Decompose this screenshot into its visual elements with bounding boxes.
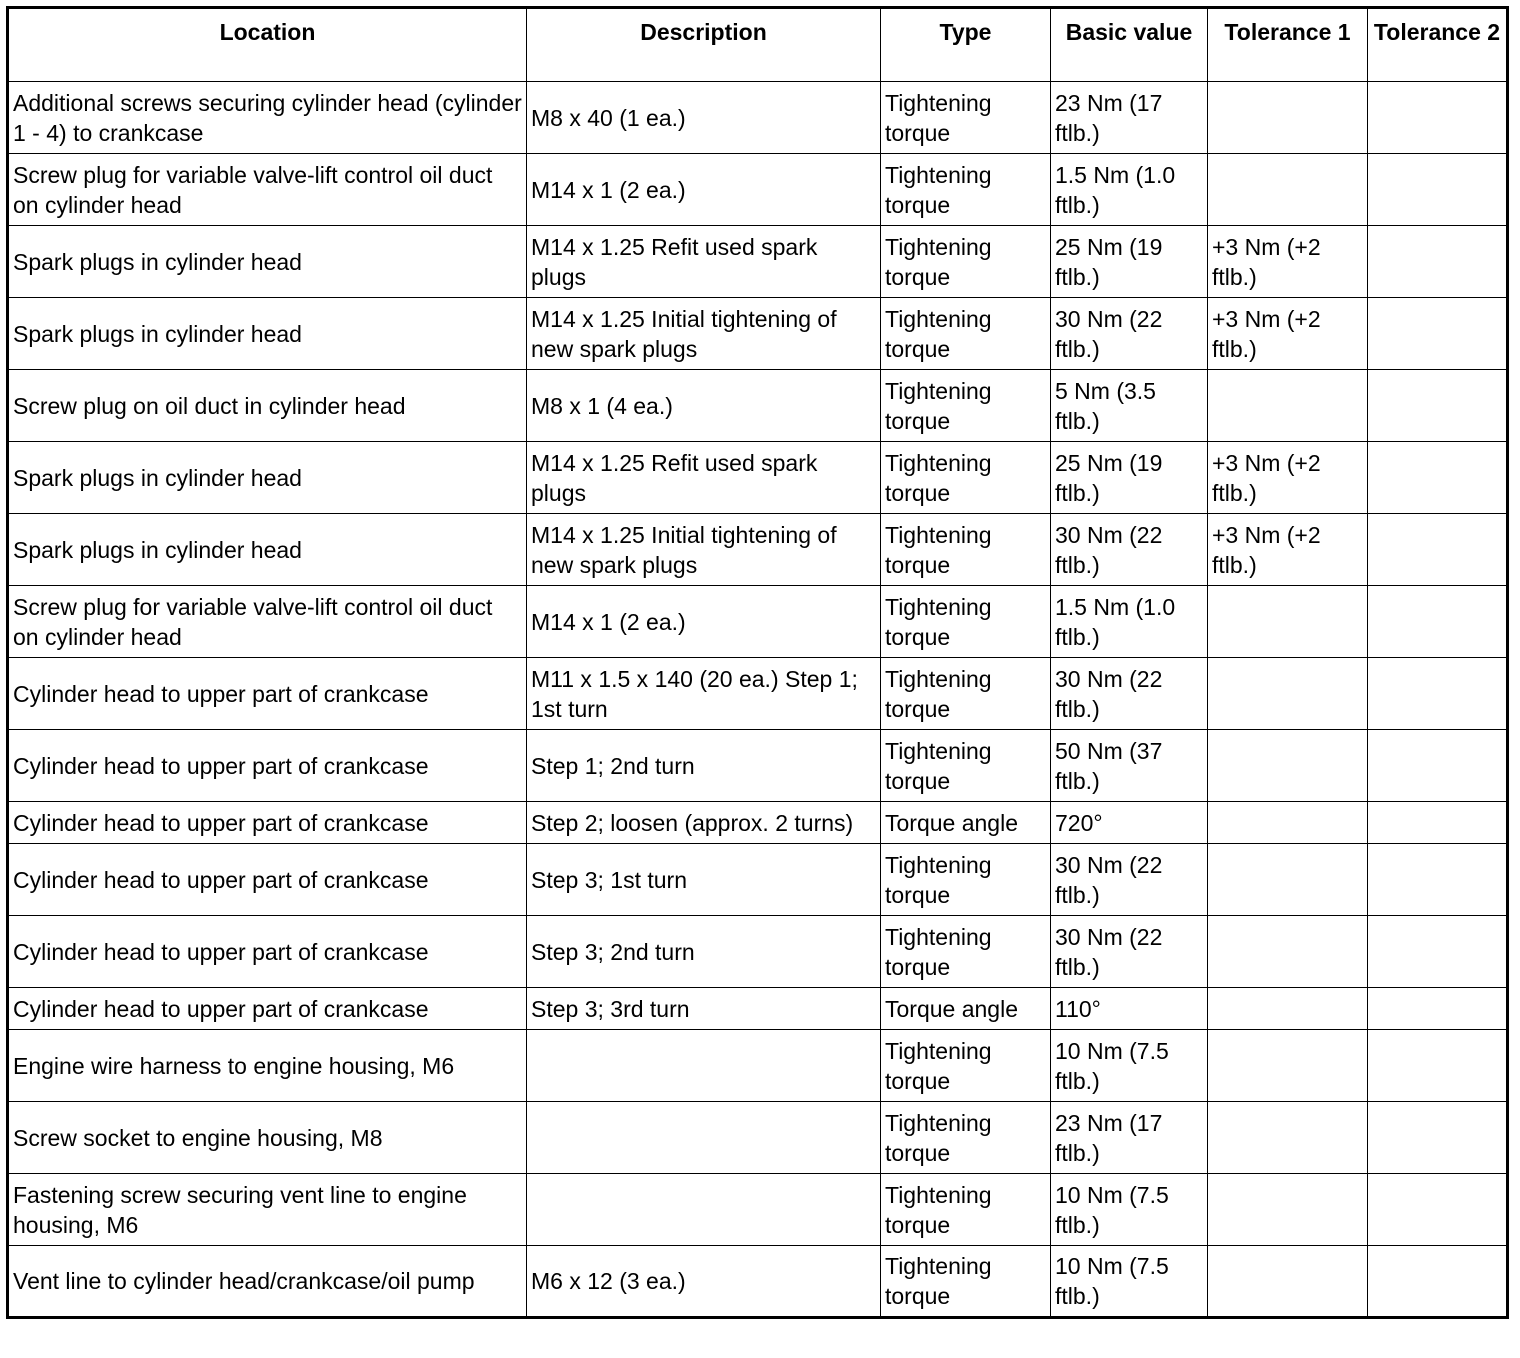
table-row [8, 298, 1508, 370]
cell-tolerance-2 [1368, 442, 1508, 514]
cell-tolerance-1 [1208, 844, 1368, 916]
cell-basic-value: 23 Nm (17 ftlb.) [1051, 1102, 1208, 1174]
cell-tolerance-1 [1208, 730, 1368, 802]
cell-basic-value: 30 Nm (22 ftlb.) [1051, 514, 1208, 586]
cell-tolerance-2 [1368, 370, 1508, 442]
table-row [8, 802, 1508, 844]
table-row [8, 226, 1508, 298]
cell-basic-value: 5 Nm (3.5 ftlb.) [1051, 370, 1208, 442]
cell-location: Screw plug for variable valve-lift control oil duct on cylinder head [8, 154, 527, 226]
table-row [8, 82, 1508, 154]
cell-location: Cylinder head to upper part of crankcase [8, 844, 527, 916]
table-row [8, 658, 1508, 730]
table-row [8, 1246, 1508, 1318]
cell-type: Tightening torque [881, 1174, 1051, 1246]
cell-type: Tightening torque [881, 916, 1051, 988]
cell-location: Screw plug on oil duct in cylinder head [8, 370, 527, 442]
cell-location: Spark plugs in cylinder head [8, 298, 527, 370]
cell-description: M11 x 1.5 x 140 (20 ea.) Step 1; 1st turn [527, 658, 881, 730]
cell-tolerance-2 [1368, 154, 1508, 226]
cell-description: Step 2; loosen (approx. 2 turns) [527, 802, 881, 844]
table-row [8, 154, 1508, 226]
cell-location: Spark plugs in cylinder head [8, 226, 527, 298]
header-basic-value: Basic value [1051, 8, 1208, 82]
cell-basic-value: 30 Nm (22 ftlb.) [1051, 844, 1208, 916]
cell-tolerance-2 [1368, 514, 1508, 586]
cell-basic-value: 30 Nm (22 ftlb.) [1051, 298, 1208, 370]
header-description: Description [527, 8, 881, 82]
cell-tolerance-1 [1208, 586, 1368, 658]
cell-description: M8 x 40 (1 ea.) [527, 82, 881, 154]
cell-tolerance-1 [1208, 916, 1368, 988]
cell-basic-value: 1.5 Nm (1.0 ftlb.) [1051, 586, 1208, 658]
table-row [8, 1102, 1508, 1174]
cell-type: Tightening torque [881, 442, 1051, 514]
cell-location: Spark plugs in cylinder head [8, 514, 527, 586]
cell-tolerance-2 [1368, 1174, 1508, 1246]
cell-tolerance-2 [1368, 658, 1508, 730]
table-row [8, 988, 1508, 1030]
cell-location: Fastening screw securing vent line to engine housing, M6 [8, 1174, 527, 1246]
table-row [8, 370, 1508, 442]
cell-location: Screw plug for variable valve-lift control oil duct on cylinder head [8, 586, 527, 658]
cell-basic-value: 10 Nm (7.5 ftlb.) [1051, 1030, 1208, 1102]
cell-location: Cylinder head to upper part of crankcase [8, 916, 527, 988]
cell-description: Step 3; 1st turn [527, 844, 881, 916]
cell-description [527, 1030, 881, 1102]
table-row [8, 514, 1508, 586]
cell-description: M14 x 1 (2 ea.) [527, 154, 881, 226]
cell-basic-value: 30 Nm (22 ftlb.) [1051, 916, 1208, 988]
cell-type: Tightening torque [881, 298, 1051, 370]
cell-location: Engine wire harness to engine housing, M6 [8, 1030, 527, 1102]
cell-type: Tightening torque [881, 1030, 1051, 1102]
cell-type: Tightening torque [881, 586, 1051, 658]
cell-basic-value: 50 Nm (37 ftlb.) [1051, 730, 1208, 802]
cell-description: Step 3; 2nd turn [527, 916, 881, 988]
cell-description: Step 1; 2nd turn [527, 730, 881, 802]
cell-tolerance-1 [1208, 154, 1368, 226]
cell-tolerance-1 [1208, 658, 1368, 730]
cell-type: Torque angle [881, 802, 1051, 844]
cell-tolerance-1 [1208, 988, 1368, 1030]
cell-type: Tightening torque [881, 658, 1051, 730]
cell-location: Cylinder head to upper part of crankcase [8, 988, 527, 1030]
cell-basic-value: 25 Nm (19 ftlb.) [1051, 226, 1208, 298]
cell-type: Tightening torque [881, 1246, 1051, 1318]
cell-tolerance-2 [1368, 226, 1508, 298]
cell-basic-value: 110° [1051, 988, 1208, 1030]
table-row [8, 916, 1508, 988]
cell-tolerance-1 [1208, 82, 1368, 154]
cell-type: Tightening torque [881, 844, 1051, 916]
header-location: Location [8, 8, 527, 82]
cell-tolerance-1 [1208, 802, 1368, 844]
header-type: Type [881, 8, 1051, 82]
cell-tolerance-2 [1368, 1030, 1508, 1102]
cell-tolerance-1: +3 Nm (+2 ftlb.) [1208, 442, 1368, 514]
table-row [8, 730, 1508, 802]
cell-description: M14 x 1.25 Refit used spark plugs [527, 226, 881, 298]
cell-tolerance-2 [1368, 988, 1508, 1030]
cell-tolerance-2 [1368, 802, 1508, 844]
cell-tolerance-1 [1208, 370, 1368, 442]
table-row [8, 1174, 1508, 1246]
cell-type: Tightening torque [881, 514, 1051, 586]
cell-tolerance-2 [1368, 82, 1508, 154]
cell-basic-value: 30 Nm (22 ftlb.) [1051, 658, 1208, 730]
cell-tolerance-1 [1208, 1246, 1368, 1318]
cell-tolerance-1: +3 Nm (+2 ftlb.) [1208, 298, 1368, 370]
cell-type: Tightening torque [881, 82, 1051, 154]
cell-tolerance-1 [1208, 1174, 1368, 1246]
cell-type: Tightening torque [881, 1102, 1051, 1174]
cell-location: Cylinder head to upper part of crankcase [8, 802, 527, 844]
table-row [8, 844, 1508, 916]
cell-type: Tightening torque [881, 226, 1051, 298]
cell-location: Screw socket to engine housing, M8 [8, 1102, 527, 1174]
cell-tolerance-2 [1368, 916, 1508, 988]
torque-specification-table [6, 6, 1509, 1319]
cell-description: M8 x 1 (4 ea.) [527, 370, 881, 442]
cell-basic-value: 10 Nm (7.5 ftlb.) [1051, 1174, 1208, 1246]
cell-location: Cylinder head to upper part of crankcase [8, 658, 527, 730]
cell-location: Vent line to cylinder head/crankcase/oil pump [8, 1246, 527, 1318]
cell-description: M14 x 1.25 Initial tightening of new spark plugs [527, 298, 881, 370]
cell-description [527, 1102, 881, 1174]
cell-tolerance-2 [1368, 1102, 1508, 1174]
cell-location: Additional screws securing cylinder head (cylinder 1 - 4) to crankcase [8, 82, 527, 154]
cell-location: Spark plugs in cylinder head [8, 442, 527, 514]
cell-tolerance-2 [1368, 730, 1508, 802]
cell-tolerance-1: +3 Nm (+2 ftlb.) [1208, 514, 1368, 586]
cell-description: M14 x 1 (2 ea.) [527, 586, 881, 658]
cell-type: Torque angle [881, 988, 1051, 1030]
cell-description: M14 x 1.25 Initial tightening of new spark plugs [527, 514, 881, 586]
cell-tolerance-1 [1208, 1030, 1368, 1102]
cell-basic-value: 1.5 Nm (1.0 ftlb.) [1051, 154, 1208, 226]
header-row [8, 8, 1508, 82]
cell-tolerance-2 [1368, 298, 1508, 370]
cell-type: Tightening torque [881, 370, 1051, 442]
cell-type: Tightening torque [881, 730, 1051, 802]
cell-description [527, 1174, 881, 1246]
cell-tolerance-2 [1368, 844, 1508, 916]
cell-tolerance-2 [1368, 586, 1508, 658]
cell-description: M6 x 12 (3 ea.) [527, 1246, 881, 1318]
cell-tolerance-2 [1368, 1246, 1508, 1318]
cell-location: Cylinder head to upper part of crankcase [8, 730, 527, 802]
header-tolerance-1: Tolerance 1 [1208, 8, 1368, 82]
table-row [8, 586, 1508, 658]
cell-basic-value: 10 Nm (7.5 ftlb.) [1051, 1246, 1208, 1318]
cell-basic-value: 720° [1051, 802, 1208, 844]
table-row [8, 442, 1508, 514]
cell-type: Tightening torque [881, 154, 1051, 226]
header-tolerance-2: Tolerance 2 [1368, 8, 1508, 82]
cell-basic-value: 23 Nm (17 ftlb.) [1051, 82, 1208, 154]
cell-basic-value: 25 Nm (19 ftlb.) [1051, 442, 1208, 514]
cell-description: Step 3; 3rd turn [527, 988, 881, 1030]
cell-description: M14 x 1.25 Refit used spark plugs [527, 442, 881, 514]
cell-tolerance-1 [1208, 1102, 1368, 1174]
table-row [8, 1030, 1508, 1102]
cell-tolerance-1: +3 Nm (+2 ftlb.) [1208, 226, 1368, 298]
